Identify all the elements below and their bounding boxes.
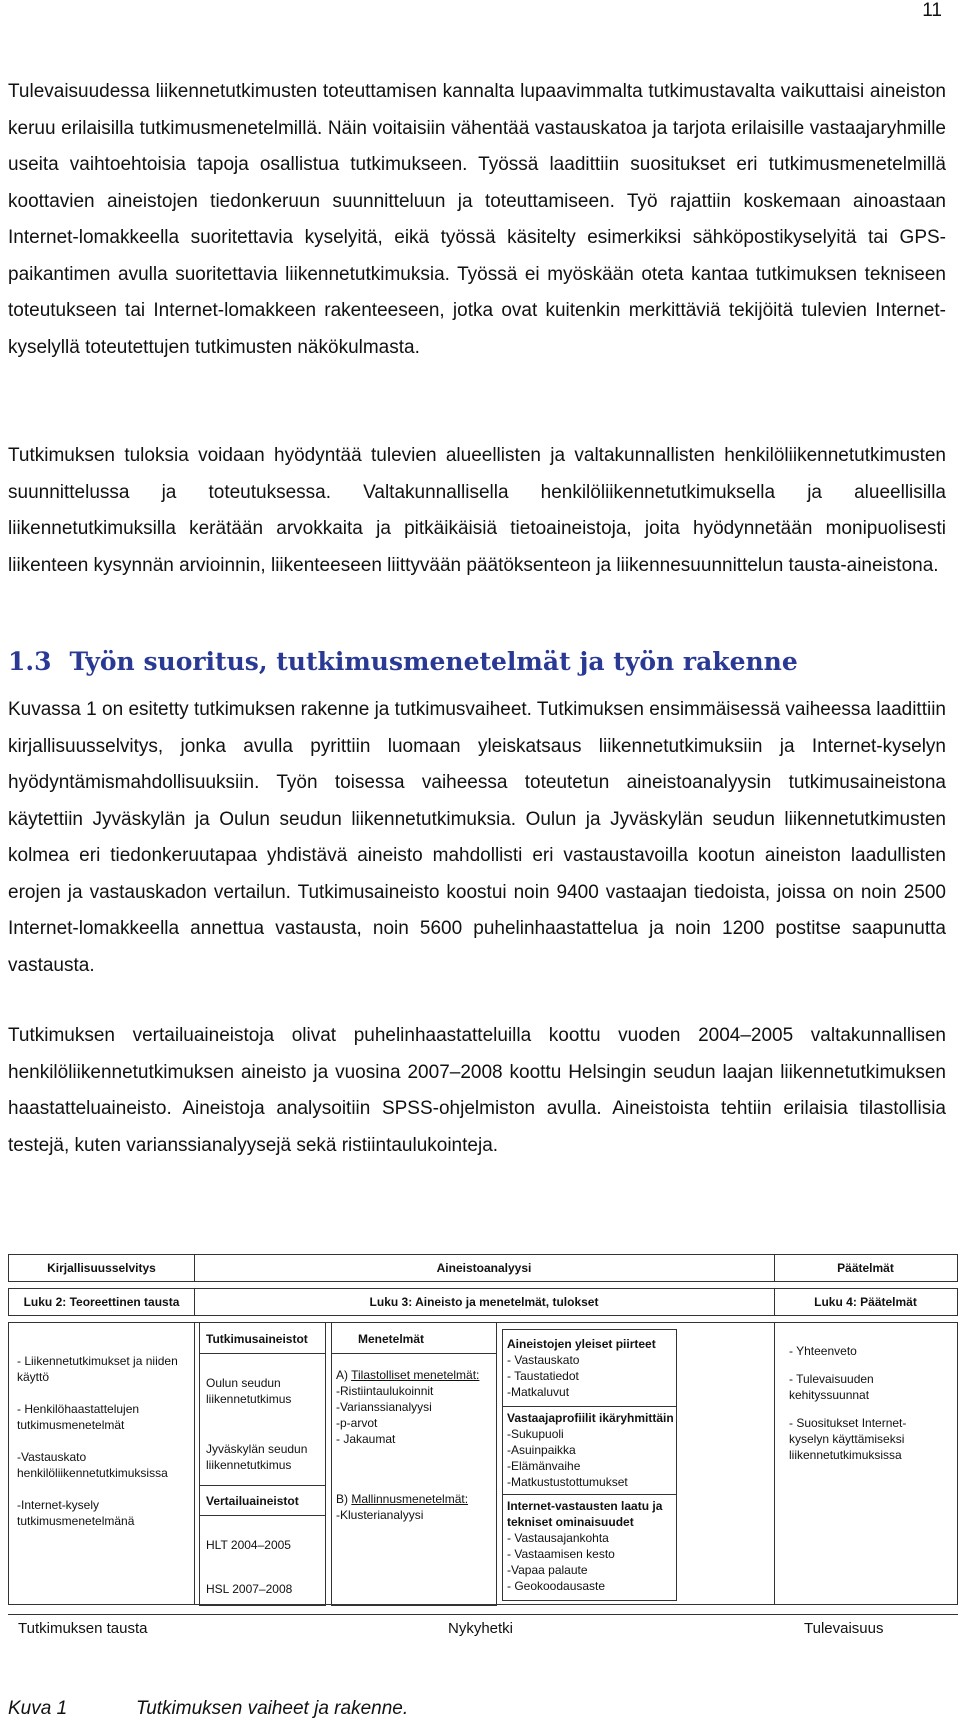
data-item: Jyväskylän seudun liikennetutkimus <box>206 1442 308 1472</box>
profiles-item: -Elämänvaihe <box>507 1459 581 1473</box>
quality-item: -Vapaa palaute <box>507 1563 588 1577</box>
quality-item: - Vastausajankohta <box>507 1531 609 1545</box>
profiles-item: -Asuinpaikka <box>507 1443 576 1457</box>
caption-label: Kuva 1 <box>8 1698 68 1719</box>
figure-caption <box>8 1698 408 1720</box>
conclusion-item: - Tulevaisuuden kehityssuunnat <box>789 1372 874 1402</box>
comparison-header: Vertailuaineistot <box>206 1494 299 1508</box>
results-column <box>502 1329 677 1601</box>
comparison-item: HLT 2004–2005 <box>206 1538 291 1552</box>
methods-header: Menetelmät <box>358 1332 425 1346</box>
quality-item: - Vastaamisen kesto <box>507 1547 615 1561</box>
phase-analysis: Aineistoanalyysi <box>436 1261 532 1275</box>
quality-item: - Geokoodausaste <box>507 1579 606 1593</box>
paragraph-1: Tulevaisuudessa liikennetutkimusten toteuttamisen kannalta lupaavimmalta tutkimustavalta vaikuttaisi aineiston keruu erilaisilla tutkimusmenetelmillä. Näin voitaisiin vähentää vastauskatoa ja tarjota erilaisille vastaajaryhmille useita vaihtoehtoisia tapoja osallistua tutkimukseen. Työssä laadittiin suositukset eri tutkimusmenetelmillä koottavien aineistojen tiedonkeruun suunnitteluun ja toteuttamiseen. Työ rajattiin koskemaan ainoastaan Internet-lomakkeella suoritettavia kyselyitä, eikä työssä käsitelty esimerkiksi sähköpostikyselyitä tai GPS-paikantimen avulla suoritettavia liikennetutkimuksia. Työssä ei myöskään oteta kantaa tutkimuksen tekniseen toteutukseen tai Internet-lomakkeen rakenteeseen, jotka ovat kuitenkin merkittäviä tekijöitä tulevien Internet-kyselyllä toteutettujen tutkimusten näkökulmasta. <box>8 81 946 358</box>
chapter-2: Luku 2: Teoreettinen tausta <box>23 1295 180 1309</box>
literature-item: - Liikennetutkimukset ja niiden käyttö <box>17 1354 178 1384</box>
timeline-present: Nykyhetki <box>448 1620 514 1637</box>
results-quality <box>507 1498 675 1594</box>
paragraph-4: Tutkimuksen vertailuaineistoja olivat puhelinhaastatteluilla koottu vuoden 2004–2005 valtakunnallisen henkilöliikennetutkimuksen aineisto ja vuosina 2007–2008 koottu Helsingin seudun laajan liikennetutkimuksen haastatteluaineisto. Aineistoja analysoitiin SPSS-ohjelmiston avulla. Aineistoista tehtiin erilaisia tilastollisia testejä, kuten varianssianalyysejä sekä ristiintaulukointeja. <box>8 1025 946 1156</box>
figure-body <box>8 1322 958 1605</box>
quality-header: Internet-vastausten laatu ja tekniset ominaisuudet <box>507 1499 663 1529</box>
results-general <box>507 1336 675 1400</box>
paragraph-3: Kuvassa 1 on esitetty tutkimuksen rakenne ja tutkimusvaiheet. Tutkimuksen ensimmäisessä vaiheessa laadittiin kirjallisuusselvitys, jonka avulla pyrittiin luomaan yleiskatsaus liikennetutkimuksiin ja Internet-kyselyn hyödyntämismahdollisuuksiin. Työn toisessa vaiheessa toteutetun aineistoanalyysin tutkimusaineistona käytettiin Jyväskylän ja Oulun seudun liikennetutkimuksia. Oulun ja Jyväskylän seudun liikennetutkimusten kolmea eri tiedonkeruutapaa yhdistävä aineisto mahdollisti eri vastaustavoilla kootun aineiston laadullisten erojen ja vastauskadon vertailun. Tutkimusaineisto koostui noin 9400 vastaajan tiedoista, joissa on noin 2500 Internet-lomakkeella annettua vastausta, noin 5600 puhelinhaastattelua ja noin 1200 postitse saapunutta vastausta. <box>8 699 946 976</box>
phase-conclusions: Päätelmät <box>837 1261 894 1275</box>
results-profiles <box>507 1410 675 1490</box>
comparison-item: HSL 2007–2008 <box>206 1582 293 1596</box>
conclusions-list <box>789 1343 939 1463</box>
chapter-4: Luku 4: Päätelmät <box>814 1295 917 1309</box>
figure-chapter-row <box>8 1288 958 1316</box>
data-header: Tutkimusaineistot <box>206 1332 308 1346</box>
methods-b-prefix: B) <box>336 1492 352 1506</box>
profiles-item: -Matkustustottumukset <box>507 1475 628 1489</box>
methods-column <box>331 1323 497 1606</box>
methods-a-item: -Varianssianalyysi <box>336 1400 432 1414</box>
literature-item: -Vastauskato henkilöliikennetutkimuksissa <box>17 1450 168 1480</box>
methods-b <box>336 1491 494 1523</box>
page-number: 11 <box>922 0 942 21</box>
figure-phase-row <box>8 1254 958 1282</box>
general-item: - Vastauskato <box>507 1353 580 1367</box>
profiles-item: -Sukupuoli <box>507 1427 564 1441</box>
data-column <box>199 1323 326 1606</box>
timeline-past: Tutkimuksen tausta <box>18 1620 148 1637</box>
general-item: - Taustatiedot <box>507 1369 579 1383</box>
methods-a <box>336 1367 494 1447</box>
literature-item: - Henkilöhaastattelujen tutkimusmenetelmät <box>17 1402 140 1432</box>
methods-a-prefix: A) <box>336 1368 352 1382</box>
section-title: Työn suoritus, tutkimusmenetelmät ja työn rakenne <box>69 647 798 676</box>
paragraph-2: Tutkimuksen tuloksia voidaan hyödyntää tulevien alueellisten ja valtakunnallisten henkilöliikennetutkimusten suunnittelussa ja toteutuksessa. Valtakunnallisella henkilöliikennetutkimuksella ja alueellisilla liikennetutkimuksilla kerätään arvokkaita ja pitkäikäisiä tietoaineistoja, joita hyödynnetään monipuolisesti liikenteen kysynnän arvioinnin, liikenteeseen liittyvään päätöksenteon ja liikennesuunnittelun tausta-aineistona. <box>8 445 946 576</box>
caption-text: Tutkimuksen vaiheet ja rakenne. <box>136 1698 409 1719</box>
timeline-future: Tulevaisuus <box>804 1620 884 1637</box>
chapter-3: Luku 3: Aineisto ja menetelmät, tulokset <box>369 1295 599 1309</box>
timeline <box>8 1614 958 1637</box>
research-structure-figure <box>8 1254 958 1637</box>
literature-item: -Internet-kysely tutkimusmenetelmänä <box>17 1498 135 1528</box>
conclusion-item: - Yhteenveto <box>789 1344 857 1358</box>
methods-b-title: Mallinnusmenetelmät: <box>351 1492 469 1506</box>
section-number: 1.3 <box>8 647 52 676</box>
methods-a-item: -p-arvot <box>336 1416 378 1430</box>
general-item: -Matkaluvut <box>507 1385 570 1399</box>
conclusion-item: - Suositukset Internet-kyselyn käyttämiseksi liikennetutkimuksissa <box>789 1416 907 1462</box>
methods-a-item: -Ristiintaulukoinnit <box>336 1384 434 1398</box>
section-heading <box>8 647 798 676</box>
profiles-header: Vastaajaprofiilit ikäryhmittäin <box>507 1411 674 1425</box>
data-item: Oulun seudun liikennetutkimus <box>206 1376 292 1406</box>
general-header: Aineistojen yleiset piirteet <box>507 1337 656 1351</box>
methods-a-item: - Jakaumat <box>336 1432 396 1446</box>
methods-b-item: -Klusterianalyysi <box>336 1508 424 1522</box>
phase-literature: Kirjallisuusselvitys <box>47 1261 156 1275</box>
literature-list <box>17 1353 189 1529</box>
methods-a-title: Tilastolliset menetelmät: <box>351 1368 480 1382</box>
